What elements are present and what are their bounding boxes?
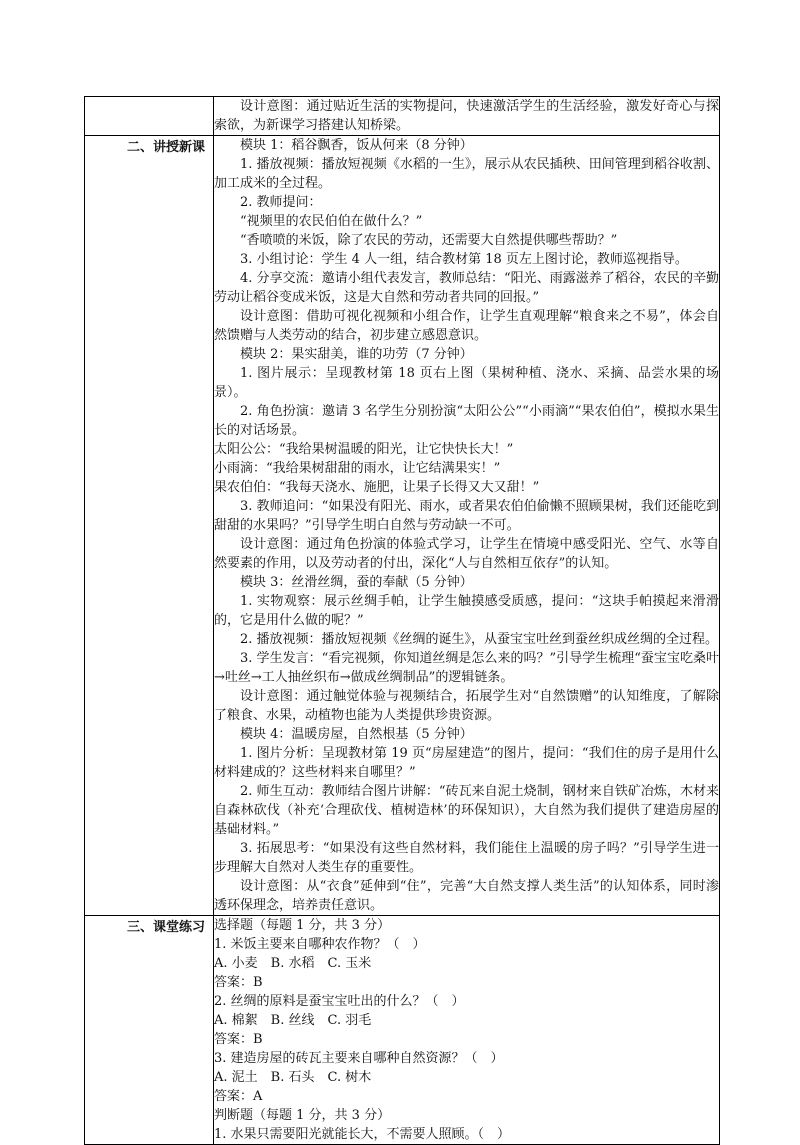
design-intent: 设计意图：借助可视化视频和小组合作，让学生直观理解“粮食来之不易”，体会自然馈赠与人类劳动的结合，初步建立感恩意识。 (214, 309, 719, 343)
paragraph: 2. 播放视频：播放短视频《丝绸的诞生》，从蚕宝宝吐丝到蚕丝织成丝绸的全过程。 (240, 632, 719, 647)
paragraph: “香喷喷的米饭，除了农民的劳动，还需要大自然提供哪些帮助？” (240, 233, 618, 248)
question: 1. 米饭主要来自哪种农作物？（ ） (214, 937, 426, 952)
paragraph: 1. 图片分析：呈现教材第 19 页“房屋建造”的图片，提问：“我们住的房子是用什么材料建成的？这些材料来自哪里？” (214, 746, 719, 780)
paragraph: 3. 拓展思考：“如果没有这些自然材料，我们能住上温暖的房子吗？”引导学生进一步理解大自然对人类生存的重要性。 (214, 841, 719, 875)
question-type-heading: 选择题（每题 1 分，共 3 分） (214, 918, 391, 933)
dialogue-line: 果农伯伯：“我每天浇水、施肥，让果子长得又大又甜！” (214, 480, 540, 495)
module-heading: 模块 4：温暖房屋，自然根基（5 分钟） (240, 727, 473, 742)
question: 2. 丝绸的原料是蚕宝宝吐出的什么？（ ） (214, 994, 465, 1009)
section-title: 二、讲授新课 (126, 140, 205, 155)
section-title: 三、课堂练习 (126, 920, 205, 935)
paragraph: 2. 教师提问： (240, 195, 322, 210)
table-row-new-lesson (85, 136, 720, 916)
question-options: A. 泥土 B. 石头 C. 树木 (214, 1070, 372, 1085)
content-cell (214, 136, 720, 916)
content-cell (214, 916, 720, 1145)
paragraph: 2. 角色扮演：邀请 3 名学生分别扮演“太阳公公”“小雨滴”“果农伯伯”，模拟水果生长的对话场景。 (214, 404, 719, 438)
design-intent: 设计意图：从“衣食”延伸到“住”，完善“大自然支撑人类生活”的认知体系，同时渗透环保理念，培养责任意识。 (214, 879, 719, 913)
paragraph: 3. 教师追问：“如果没有阳光、雨水，或者果农伯伯偷懒不照顾果树，我们还能吃到甜甜的水果吗？”引导学生明白自然与劳动缺一不可。 (214, 499, 719, 533)
section-cell (85, 136, 214, 916)
dialogue-line: 小雨滴：“我给果树甜甜的雨水，让它结满果实！” (214, 461, 501, 476)
answer: 答案：A (214, 1089, 263, 1104)
module-heading: 模块 1：稻谷飘香，饭从何来（8 分钟） (240, 138, 473, 153)
question: 1. 水果只需要阳光就能长大，不需要人照顾。（ ） (214, 1127, 511, 1142)
table-row-design-intent (85, 97, 720, 136)
paragraph: 3. 学生发言：“看完视频，你知道丝绸是怎么来的吗？”引导学生梳理“蚕宝宝吃桑叶→吐丝→工人抽丝织布→做成丝绸制品”的逻辑链条。 (214, 651, 719, 685)
design-intent: 设计意图：通过角色扮演的体验式学习，让学生在情境中感受阳光、空气、水等自然要素的作用，以及劳动者的付出，深化“人与自然相互依存”的认知。 (214, 537, 719, 571)
table-row-practice (85, 916, 720, 1145)
paragraph: “视频里的农民伯伯在做什么？” (240, 214, 423, 229)
paragraph: 2. 师生互动：教师结合图片讲解：“砖瓦来自泥土烧制，钢材来自铁矿冶炼，木材来自森林砍伐（补充‘合理砍伐、植树造林’的环保知识），大自然为我们提供了建造房屋的基础材料。” (214, 784, 719, 837)
module-heading: 模块 2：果实甜美，谁的功劳（7 分钟） (240, 347, 473, 362)
question-options: A. 棉絮 B. 丝线 C. 羽毛 (214, 1013, 372, 1028)
section-cell-empty (85, 97, 214, 136)
paragraph: 3. 小组讨论：学生 4 人一组，结合教材第 18 页左上图讨论，教师巡视指导。 (240, 252, 688, 267)
paragraph: 设计意图：通过贴近生活的实物提问，快速激活学生的生活经验，激发好奇心与探索欲，为新课学习搭建认知桥梁。 (214, 99, 719, 133)
paragraph: 1. 播放视频：播放短视频《水稻的一生》，展示从农民插秧、田间管理到稻谷收割、加工成米的全过程。 (214, 157, 719, 191)
module-heading: 模块 3：丝滑丝绸，蚕的奉献（5 分钟） (240, 575, 473, 590)
design-intent: 设计意图：通过触觉体验与视频结合，拓展学生对“自然馈赠”的认知维度，了解除了粮食、水果，动植物也能为人类提供珍贵资源。 (214, 689, 719, 723)
paragraph: 1. 实物观察：展示丝绸手帕，让学生触摸感受质感，提问：“这块手帕摸起来滑滑的，它是用什么做的呢？” (214, 594, 719, 628)
dialogue-line: 太阳公公：“我给果树温暖的阳光，让它快快长大！” (214, 442, 514, 457)
answer: 答案：B (214, 975, 263, 990)
question: 3. 建造房屋的砖瓦主要来自哪种自然资源？（ ） (214, 1051, 504, 1066)
question-options: A. 小麦 B. 水稻 C. 玉米 (214, 956, 372, 971)
answer: 答案：B (214, 1032, 263, 1047)
paragraph: 1. 图片展示：呈现教材第 18 页右上图（果树种植、浇水、采摘、品尝水果的场景）。 (214, 366, 719, 400)
lesson-plan-table (84, 96, 720, 1145)
content-cell (214, 97, 720, 136)
section-cell (85, 916, 214, 1145)
paragraph: 4. 分享交流：邀请小组代表发言，教师总结：“阳光、雨露滋养了稻谷，农民的辛勤劳动让稻谷变成米饭，这是大自然和劳动者共同的回报。” (214, 271, 719, 305)
question-type-heading: 判断题（每题 1 分，共 3 分） (214, 1108, 391, 1123)
